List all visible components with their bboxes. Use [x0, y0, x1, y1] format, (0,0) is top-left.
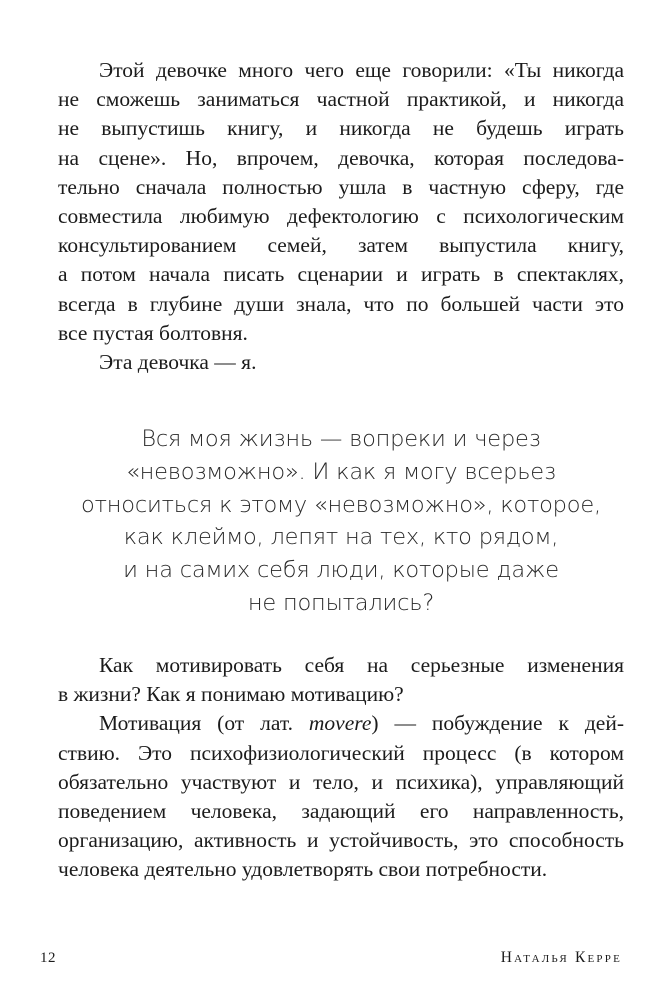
- paragraph1-line: не сможешь заниматься частной практикой, и никогда: [58, 87, 624, 112]
- quote-line: относиться к этому «невозможно», которое,: [81, 491, 601, 518]
- page-number: 12: [40, 950, 56, 966]
- paragraph2: Эта девочка — я.: [99, 349, 257, 374]
- quote-line: Вся моя жизнь — вопреки и через: [141, 426, 541, 452]
- paragraph4-line: поведением человека, задающий его направленность,: [58, 798, 624, 823]
- paragraph1-line: совместила любимую дефектологию с психологическим: [58, 203, 624, 228]
- paragraph4-line: ствию. Это психофизиологический процесс (в котором: [58, 740, 624, 765]
- page-footer: [40, 950, 622, 972]
- paragraph4-line: организацию, активность и устойчивость, это способность: [58, 828, 624, 853]
- paragraph1-line: консультированием семей, затем выпустила книгу,: [58, 233, 624, 258]
- text-block-bottom: [58, 651, 624, 885]
- running-footer-author: Наталья Керре: [500, 949, 622, 966]
- paragraph1-line: всегда в глубине души знала, что по большей части это: [58, 291, 624, 316]
- paragraph3-line: Как мотивировать себя на серьезные изменения: [99, 653, 624, 677]
- quote-line: «невозможно». И как я могу всерьез: [126, 458, 556, 485]
- paragraph1-line: не выпустишь книгу, и никогда не будешь играть: [58, 116, 624, 141]
- quote-line: как клеймо, лепят на тех, кто рядом,: [123, 524, 559, 551]
- text-block-top: [58, 56, 624, 377]
- paragraph4-line: обязательно участвуют и тело, и психика), управляющий: [58, 769, 624, 794]
- paragraph4-text: ) — побуждение к дей-: [371, 711, 624, 736]
- paragraph1-line: на сцене». Но, впрочем, девочка, которая последова-: [58, 145, 624, 170]
- paragraph1-line: Этой девочке много чего еще говорили: «Ты никогда: [99, 58, 624, 82]
- pull-quote: [58, 423, 624, 620]
- paragraph4-first-line: [58, 709, 624, 738]
- paragraph4-line: человека деятельно удовлетворять свои потребности.: [58, 857, 548, 882]
- paragraph3-line: в жизни? Как я понимаю мотивацию?: [58, 682, 404, 707]
- paragraph4-latin-term: movere: [308, 711, 372, 736]
- paragraph1-line: тельно сначала полностью ушла в частную сферу, где: [58, 174, 624, 199]
- quote-line: не попытались?: [247, 589, 435, 616]
- paragraph1-line: а потом начала писать сценарии и играть в спектаклях,: [58, 262, 624, 287]
- quote-line: и на самих себя люди, которые даже: [123, 557, 559, 584]
- paragraph4-text: Мотивация (от лат.: [99, 711, 309, 736]
- paragraph1-line: все пустая болтовня.: [58, 320, 248, 345]
